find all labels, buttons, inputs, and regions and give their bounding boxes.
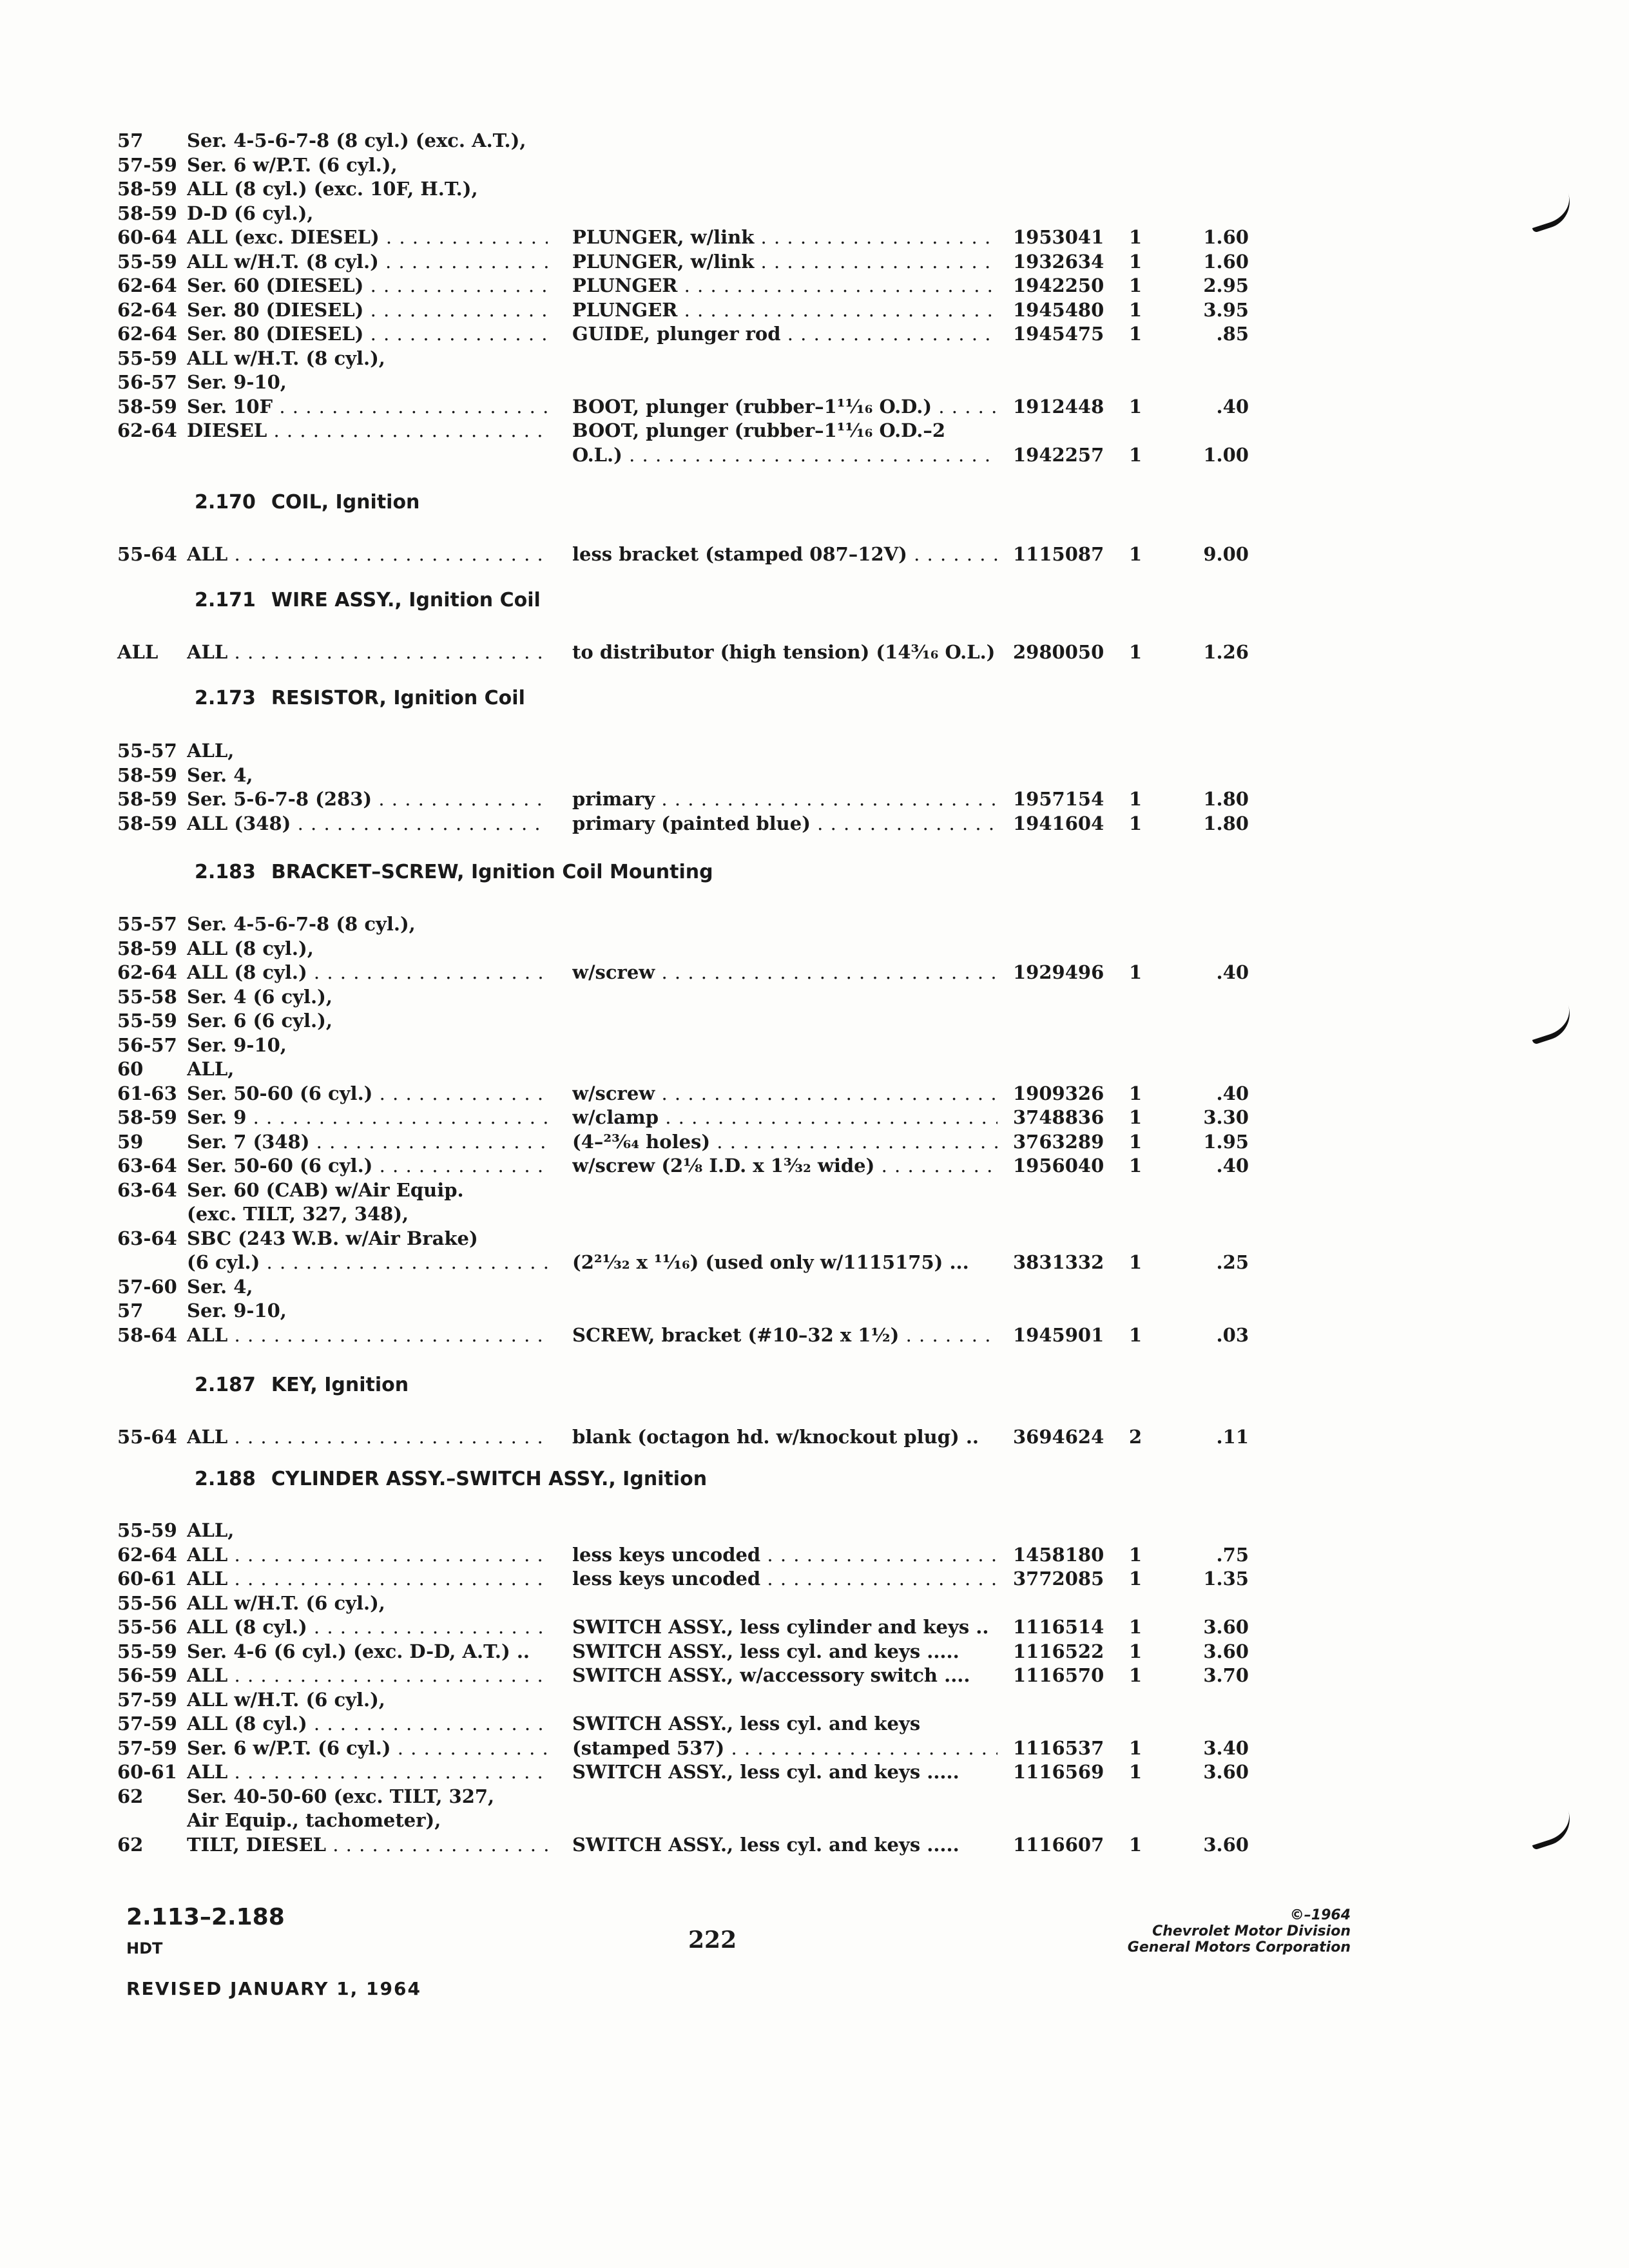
part-number: 1932634 bbox=[1013, 250, 1104, 273]
application: ALL (exc. DIESEL) . . . bbox=[187, 224, 548, 250]
section-heading-2-188 bbox=[195, 1466, 707, 1492]
application: Ser. 7 (348) . . . bbox=[187, 1129, 548, 1155]
quantity: 1 bbox=[1129, 1251, 1142, 1273]
price: 3.60 bbox=[1203, 1640, 1249, 1662]
application: Ser. 50-60 (6 cyl.) . . . bbox=[187, 1153, 548, 1178]
application: DIESEL . . . bbox=[187, 418, 548, 443]
description: SCREW, bracket (#10–32 x 1½) . . . bbox=[572, 1322, 998, 1348]
parts-row bbox=[0, 984, 1629, 1010]
description: less keys uncoded . . . bbox=[572, 1566, 998, 1591]
section-number: 2.187 bbox=[195, 1374, 256, 1396]
quantity: 1 bbox=[1129, 1736, 1142, 1759]
part-number: 1909326 bbox=[1013, 1082, 1104, 1104]
model-years: 58-59 bbox=[117, 937, 177, 959]
application: ALL . . . bbox=[187, 1759, 548, 1785]
description: primary (painted blue) . . . bbox=[572, 811, 998, 836]
parts-row bbox=[0, 1783, 1629, 1809]
model-years: 62 bbox=[117, 1785, 144, 1807]
parts-row bbox=[0, 1201, 1629, 1227]
model-years: ALL bbox=[117, 641, 159, 663]
part-number: 1912448 bbox=[1013, 395, 1104, 418]
part-number: 1957154 bbox=[1013, 788, 1104, 810]
application: Ser. 6 w/P.T. (6 cyl.), bbox=[187, 153, 398, 176]
application: ALL w/H.T. (6 cyl.), bbox=[187, 1688, 385, 1711]
part-number: 2980050 bbox=[1013, 641, 1104, 663]
model-years: 62-64 bbox=[117, 298, 177, 321]
model-years: 57-59 bbox=[117, 1688, 177, 1711]
model-years: 55-56 bbox=[117, 1616, 177, 1638]
parts-row bbox=[0, 1517, 1629, 1543]
description: SWITCH ASSY., less cyl. and keys ..... bbox=[572, 1761, 959, 1783]
parts-row bbox=[0, 1249, 1629, 1275]
part-number: 3748836 bbox=[1013, 1106, 1104, 1128]
application: Ser. 60 (CAB) w/Air Equip. bbox=[187, 1178, 464, 1201]
model-years: 58-59 bbox=[117, 812, 177, 834]
model-years: 55-64 bbox=[117, 1426, 177, 1448]
quantity: 1 bbox=[1129, 1833, 1142, 1856]
parts-row bbox=[0, 1614, 1629, 1640]
part-number: 1942257 bbox=[1013, 443, 1104, 466]
application: ALL (8 cyl.), bbox=[187, 937, 314, 959]
parts-row bbox=[0, 200, 1629, 226]
price: 3.70 bbox=[1203, 1664, 1249, 1686]
application: Ser. 80 (DIESEL) . . . bbox=[187, 297, 548, 323]
price: .11 bbox=[1216, 1426, 1249, 1448]
parts-row bbox=[0, 176, 1629, 202]
application: ALL . . . bbox=[187, 1542, 548, 1568]
application: (6 cyl.) . . . bbox=[187, 1249, 548, 1275]
price: .85 bbox=[1216, 323, 1249, 345]
quantity: 1 bbox=[1129, 1106, 1142, 1128]
application: Ser. 4-5-6-7-8 (8 cyl.) (exc. A.T.), bbox=[187, 130, 526, 151]
quantity: 1 bbox=[1129, 298, 1142, 321]
description: w/screw . . . bbox=[572, 959, 998, 985]
part-number: 1458180 bbox=[1013, 1543, 1104, 1566]
application: Ser. 9-10, bbox=[187, 1300, 287, 1321]
model-years: 55-59 bbox=[117, 1010, 177, 1032]
model-years: 55-64 bbox=[117, 543, 177, 565]
application: ALL w/H.T. (6 cyl.), bbox=[187, 1591, 385, 1614]
application: (exc. TILT, 327, 348), bbox=[187, 1203, 409, 1225]
quantity: 1 bbox=[1129, 543, 1142, 565]
parts-row bbox=[0, 1662, 1629, 1688]
parts-row bbox=[0, 273, 1629, 298]
parts-row bbox=[0, 1153, 1629, 1178]
parts-row bbox=[0, 128, 1629, 153]
description: SWITCH ASSY., w/accessory switch .... bbox=[572, 1664, 970, 1686]
part-number: 1116570 bbox=[1013, 1664, 1104, 1686]
price: 3.40 bbox=[1203, 1736, 1249, 1759]
application: ALL, bbox=[187, 740, 235, 762]
quantity: 1 bbox=[1129, 812, 1142, 834]
parts-row bbox=[0, 1590, 1629, 1616]
price: 1.95 bbox=[1203, 1130, 1249, 1153]
part-number: 1945901 bbox=[1013, 1323, 1104, 1346]
page-number: 222 bbox=[688, 1927, 737, 1954]
model-years: 57-59 bbox=[117, 1736, 177, 1759]
section-title: KEY, Ignition bbox=[271, 1374, 409, 1396]
parts-row bbox=[0, 762, 1629, 788]
description: PLUNGER, w/link . . . bbox=[572, 249, 998, 274]
price: 3.60 bbox=[1203, 1761, 1249, 1783]
application: ALL w/H.T. (8 cyl.) . . . bbox=[187, 249, 548, 274]
parts-row bbox=[0, 1032, 1629, 1058]
quantity: 1 bbox=[1129, 1640, 1142, 1662]
quantity: 1 bbox=[1129, 641, 1142, 663]
description: SWITCH ASSY., less cyl. and keys bbox=[572, 1713, 921, 1735]
part-number: 3772085 bbox=[1013, 1568, 1104, 1590]
model-years: 63-64 bbox=[117, 1227, 177, 1249]
model-years: 63-64 bbox=[117, 1155, 177, 1177]
description: PLUNGER . . . bbox=[572, 297, 998, 323]
model-years: 58-59 bbox=[117, 202, 177, 224]
model-years: 55-56 bbox=[117, 1591, 177, 1614]
parts-row bbox=[0, 1225, 1629, 1251]
application: Ser. 6 (6 cyl.), bbox=[187, 1010, 333, 1032]
price: 9.00 bbox=[1203, 543, 1249, 565]
description: less bracket (stamped 087–12V) . . . bbox=[572, 541, 998, 567]
model-years: 60-61 bbox=[117, 1568, 177, 1590]
footer-range: 2.113–2.188 bbox=[126, 1904, 285, 1930]
parts-row bbox=[0, 1104, 1629, 1130]
model-years: 55-59 bbox=[117, 250, 177, 273]
application: Ser. 80 (DIESEL) . . . bbox=[187, 321, 548, 347]
price: 3.30 bbox=[1203, 1106, 1249, 1128]
quantity: 1 bbox=[1129, 274, 1142, 296]
application: TILT, DIESEL . . . bbox=[187, 1832, 548, 1858]
parts-row bbox=[0, 541, 1629, 567]
section-heading-2-170 bbox=[195, 490, 419, 515]
application: ALL . . . bbox=[187, 1424, 548, 1450]
application: ALL . . . bbox=[187, 1322, 548, 1348]
application: ALL, bbox=[187, 1519, 235, 1541]
section-title: COIL, Ignition bbox=[271, 491, 420, 514]
quantity: 1 bbox=[1129, 395, 1142, 418]
model-years: 55-59 bbox=[117, 1519, 177, 1541]
price: .40 bbox=[1216, 1155, 1249, 1177]
application: Ser. 4-5-6-7-8 (8 cyl.), bbox=[187, 913, 416, 935]
description: w/screw (2⅛ I.D. x 1³⁄₃₂ wide) . . . bbox=[572, 1153, 998, 1178]
parts-row bbox=[0, 321, 1629, 347]
application: ALL (8 cyl.) . . . bbox=[187, 1711, 548, 1736]
application: Ser. 50-60 (6 cyl.) . . . bbox=[187, 1081, 548, 1106]
quantity: 1 bbox=[1129, 226, 1142, 248]
quantity: 1 bbox=[1129, 1082, 1142, 1104]
part-number: 3694624 bbox=[1013, 1426, 1104, 1448]
model-years: 62-64 bbox=[117, 323, 177, 345]
description: PLUNGER, w/link . . . bbox=[572, 224, 998, 250]
quantity: 1 bbox=[1129, 1323, 1142, 1346]
model-years: 57-60 bbox=[117, 1275, 177, 1298]
application: ALL (348) . . . bbox=[187, 811, 548, 836]
model-years: 60-64 bbox=[117, 226, 177, 248]
description: less keys uncoded . . . bbox=[572, 1542, 998, 1568]
section-number: 2.183 bbox=[195, 861, 256, 883]
part-number: 1929496 bbox=[1013, 961, 1104, 983]
model-years: 62-64 bbox=[117, 1543, 177, 1566]
parts-row bbox=[0, 1639, 1629, 1664]
application: Ser. 4-6 (6 cyl.) (exc. D-D, A.T.) .. bbox=[187, 1640, 530, 1662]
part-number: 1116569 bbox=[1013, 1761, 1104, 1783]
model-years: 61-63 bbox=[117, 1082, 177, 1104]
quantity: 1 bbox=[1129, 1664, 1142, 1686]
parts-row bbox=[0, 1566, 1629, 1591]
parts-row bbox=[0, 345, 1629, 371]
parts-row bbox=[0, 1832, 1629, 1858]
model-years: 62-64 bbox=[117, 274, 177, 296]
description: w/screw . . . bbox=[572, 1081, 998, 1106]
parts-row bbox=[0, 1807, 1629, 1833]
description: SWITCH ASSY., less cyl. and keys ..... bbox=[572, 1833, 959, 1856]
price: 1.35 bbox=[1203, 1568, 1249, 1590]
parts-row bbox=[0, 639, 1629, 665]
application: Ser. 40-50-60 (exc. TILT, 327, bbox=[187, 1785, 495, 1807]
model-years: 62 bbox=[117, 1833, 144, 1856]
parts-row bbox=[0, 1711, 1629, 1736]
section-number: 2.188 bbox=[195, 1468, 256, 1490]
parts-row bbox=[0, 1056, 1629, 1082]
application: Ser. 5-6-7-8 (283) . . . bbox=[187, 786, 548, 812]
quantity: 1 bbox=[1129, 1761, 1142, 1783]
model-years: 62-64 bbox=[117, 961, 177, 983]
price: .25 bbox=[1216, 1251, 1249, 1273]
parts-row bbox=[0, 1322, 1629, 1348]
application: ALL . . . bbox=[187, 1566, 548, 1591]
application: Air Equip., tachometer), bbox=[187, 1809, 441, 1831]
part-number: 1116522 bbox=[1013, 1640, 1104, 1662]
parts-row bbox=[0, 811, 1629, 836]
footer-code: HDT bbox=[126, 1939, 163, 1957]
section-number: 2.170 bbox=[195, 491, 256, 514]
price: 3.95 bbox=[1203, 298, 1249, 321]
description: SWITCH ASSY., less cylinder and keys .. bbox=[572, 1616, 989, 1638]
section-heading-2-171 bbox=[195, 588, 541, 613]
section-heading-2-173 bbox=[195, 686, 525, 711]
application: Ser. 9-10, bbox=[187, 371, 287, 393]
parts-row bbox=[0, 224, 1629, 250]
price: .40 bbox=[1216, 395, 1249, 418]
price: 3.60 bbox=[1203, 1833, 1249, 1856]
section-number: 2.171 bbox=[195, 589, 256, 611]
model-years: 55-57 bbox=[117, 913, 177, 935]
description: GUIDE, plunger rod . . . bbox=[572, 321, 998, 347]
application: Ser. 9 . . . bbox=[187, 1104, 548, 1130]
parts-row bbox=[0, 786, 1629, 812]
model-years: 60-61 bbox=[117, 1761, 177, 1783]
part-number: 1941604 bbox=[1013, 812, 1104, 834]
description: O.L.) . . . bbox=[572, 442, 998, 468]
description: (2²¹⁄₃₂ x ¹¹⁄₁₆) (used only w/1115175) ... bbox=[572, 1251, 969, 1273]
application: ALL . . . bbox=[187, 639, 548, 665]
part-number: 1116514 bbox=[1013, 1616, 1104, 1638]
parts-row bbox=[0, 1177, 1629, 1203]
quantity: 1 bbox=[1129, 1130, 1142, 1153]
price: 1.60 bbox=[1203, 250, 1249, 273]
description: PLUNGER . . . bbox=[572, 273, 998, 298]
model-years: 56-57 bbox=[117, 1033, 177, 1056]
application: SBC (243 W.B. w/Air Brake) bbox=[187, 1227, 478, 1249]
model-years: 62-64 bbox=[117, 419, 177, 441]
application: ALL (8 cyl.) . . . bbox=[187, 959, 548, 985]
price: .40 bbox=[1216, 1082, 1249, 1104]
model-years: 57-59 bbox=[117, 1713, 177, 1735]
model-years: 58-59 bbox=[117, 764, 177, 786]
parts-row bbox=[0, 152, 1629, 178]
application: ALL (8 cyl.) . . . bbox=[187, 1614, 548, 1640]
application: ALL . . . bbox=[187, 1662, 548, 1688]
parts-row bbox=[0, 1081, 1629, 1106]
part-number: 1945475 bbox=[1013, 323, 1104, 345]
description: to distributor (high tension) (14³⁄₁₆ O.L.) bbox=[572, 641, 996, 663]
parts-row bbox=[0, 911, 1629, 937]
section-title: BRACKET–SCREW, Ignition Coil Mounting bbox=[271, 861, 713, 883]
footer-copyright: ©–1964 bbox=[1289, 1907, 1351, 1923]
part-number: 1953041 bbox=[1013, 226, 1104, 248]
quantity: 1 bbox=[1129, 961, 1142, 983]
application: Ser. 4, bbox=[187, 764, 253, 786]
parts-row bbox=[0, 1759, 1629, 1785]
model-years: 58-59 bbox=[117, 395, 177, 418]
application: D-D (6 cyl.), bbox=[187, 202, 314, 224]
model-years: 55-59 bbox=[117, 1640, 177, 1662]
model-years: 63-64 bbox=[117, 1178, 177, 1201]
model-years: 56-59 bbox=[117, 1664, 177, 1686]
description: w/clamp . . . bbox=[572, 1104, 998, 1130]
footer-division: Chevrolet Motor Division bbox=[1152, 1923, 1351, 1939]
parts-row bbox=[0, 1008, 1629, 1033]
model-years: 58-59 bbox=[117, 1106, 177, 1128]
quantity: 1 bbox=[1129, 788, 1142, 810]
section-heading-2-183 bbox=[195, 860, 713, 885]
parts-row bbox=[0, 442, 1629, 468]
model-years: 59 bbox=[117, 1130, 144, 1153]
application: ALL, bbox=[187, 1058, 235, 1080]
description: primary . . . bbox=[572, 786, 998, 812]
application: ALL (8 cyl.) (exc. 10F, H.T.), bbox=[187, 178, 478, 200]
model-years: 57 bbox=[117, 130, 144, 151]
quantity: 1 bbox=[1129, 1543, 1142, 1566]
parts-row bbox=[0, 369, 1629, 395]
parts-row bbox=[0, 1542, 1629, 1568]
application: Ser. 10F . . . bbox=[187, 394, 548, 419]
application: Ser. 9-10, bbox=[187, 1033, 287, 1056]
quantity: 1 bbox=[1129, 1155, 1142, 1177]
model-years: 55-58 bbox=[117, 985, 177, 1008]
parts-row bbox=[0, 1687, 1629, 1713]
section-title: WIRE ASSY., Ignition Coil bbox=[271, 589, 541, 611]
section-number: 2.173 bbox=[195, 687, 256, 709]
part-number: 1116607 bbox=[1013, 1833, 1104, 1856]
part-number: 1115087 bbox=[1013, 543, 1104, 565]
section-title: CYLINDER ASSY.–SWITCH ASSY., Ignition bbox=[271, 1468, 708, 1490]
application: ALL w/H.T. (8 cyl.), bbox=[187, 347, 385, 369]
application: ALL . . . bbox=[187, 541, 548, 567]
parts-row bbox=[0, 1424, 1629, 1450]
part-number: 3831332 bbox=[1013, 1251, 1104, 1273]
model-years: 58-59 bbox=[117, 788, 177, 810]
parts-row bbox=[0, 394, 1629, 419]
price: 1.80 bbox=[1203, 812, 1249, 834]
parts-row bbox=[0, 418, 1629, 443]
quantity: 2 bbox=[1129, 1426, 1142, 1448]
parts-row bbox=[0, 1735, 1629, 1761]
model-years: 60 bbox=[117, 1058, 144, 1080]
parts-row bbox=[0, 249, 1629, 274]
price: .75 bbox=[1216, 1543, 1249, 1566]
price: .03 bbox=[1216, 1323, 1249, 1346]
parts-row bbox=[0, 297, 1629, 323]
quantity: 1 bbox=[1129, 323, 1142, 345]
footer-revised: REVISED JANUARY 1, 1964 bbox=[126, 1978, 421, 1999]
description: blank (octagon hd. w/knockout plug) .. bbox=[572, 1426, 979, 1448]
parts-row bbox=[0, 1298, 1629, 1323]
application: Ser. 4 (6 cyl.), bbox=[187, 985, 333, 1008]
description: BOOT, plunger (rubber–1¹¹⁄₁₆ O.D.) . . . bbox=[572, 394, 998, 419]
part-number: 3763289 bbox=[1013, 1130, 1104, 1153]
price: 1.26 bbox=[1203, 641, 1249, 663]
quantity: 1 bbox=[1129, 1568, 1142, 1590]
parts-row bbox=[0, 1274, 1629, 1300]
application: Ser. 6 w/P.T. (6 cyl.) . . . bbox=[187, 1735, 548, 1761]
parts-row bbox=[0, 738, 1629, 764]
part-number: 1945480 bbox=[1013, 298, 1104, 321]
part-number: 1956040 bbox=[1013, 1155, 1104, 1177]
model-years: 56-57 bbox=[117, 371, 177, 393]
application: Ser. 60 (DIESEL) . . . bbox=[187, 273, 548, 298]
description: SWITCH ASSY., less cyl. and keys ..... bbox=[572, 1640, 959, 1662]
model-years: 57-59 bbox=[117, 153, 177, 176]
parts-row bbox=[0, 1129, 1629, 1155]
price: 1.80 bbox=[1203, 788, 1249, 810]
section-title: RESISTOR, Ignition Coil bbox=[271, 687, 525, 709]
application: Ser. 4, bbox=[187, 1275, 253, 1298]
part-number: 1116537 bbox=[1013, 1736, 1104, 1759]
footer-corporation: General Motors Corporation bbox=[1127, 1939, 1351, 1956]
description: BOOT, plunger (rubber–1¹¹⁄₁₆ O.D.–2 bbox=[572, 419, 946, 441]
model-years: 55-57 bbox=[117, 740, 177, 762]
model-years: 55-59 bbox=[117, 347, 177, 369]
model-years: 58-59 bbox=[117, 178, 177, 200]
parts-row bbox=[0, 936, 1629, 961]
price: 1.60 bbox=[1203, 226, 1249, 248]
price: 2.95 bbox=[1203, 274, 1249, 296]
quantity: 1 bbox=[1129, 250, 1142, 273]
model-years: 57 bbox=[117, 1300, 144, 1321]
parts-row bbox=[0, 959, 1629, 985]
price: 1.00 bbox=[1203, 443, 1249, 466]
description: (stamped 537) . . . bbox=[572, 1735, 998, 1761]
section-heading-2-187 bbox=[195, 1372, 409, 1398]
description: (4–²³⁄₆₄ holes) . . . bbox=[572, 1129, 998, 1155]
model-years: 58-64 bbox=[117, 1323, 177, 1346]
price: .40 bbox=[1216, 961, 1249, 983]
part-number: 1942250 bbox=[1013, 274, 1104, 296]
quantity: 1 bbox=[1129, 1616, 1142, 1638]
quantity: 1 bbox=[1129, 443, 1142, 466]
price: 3.60 bbox=[1203, 1616, 1249, 1638]
